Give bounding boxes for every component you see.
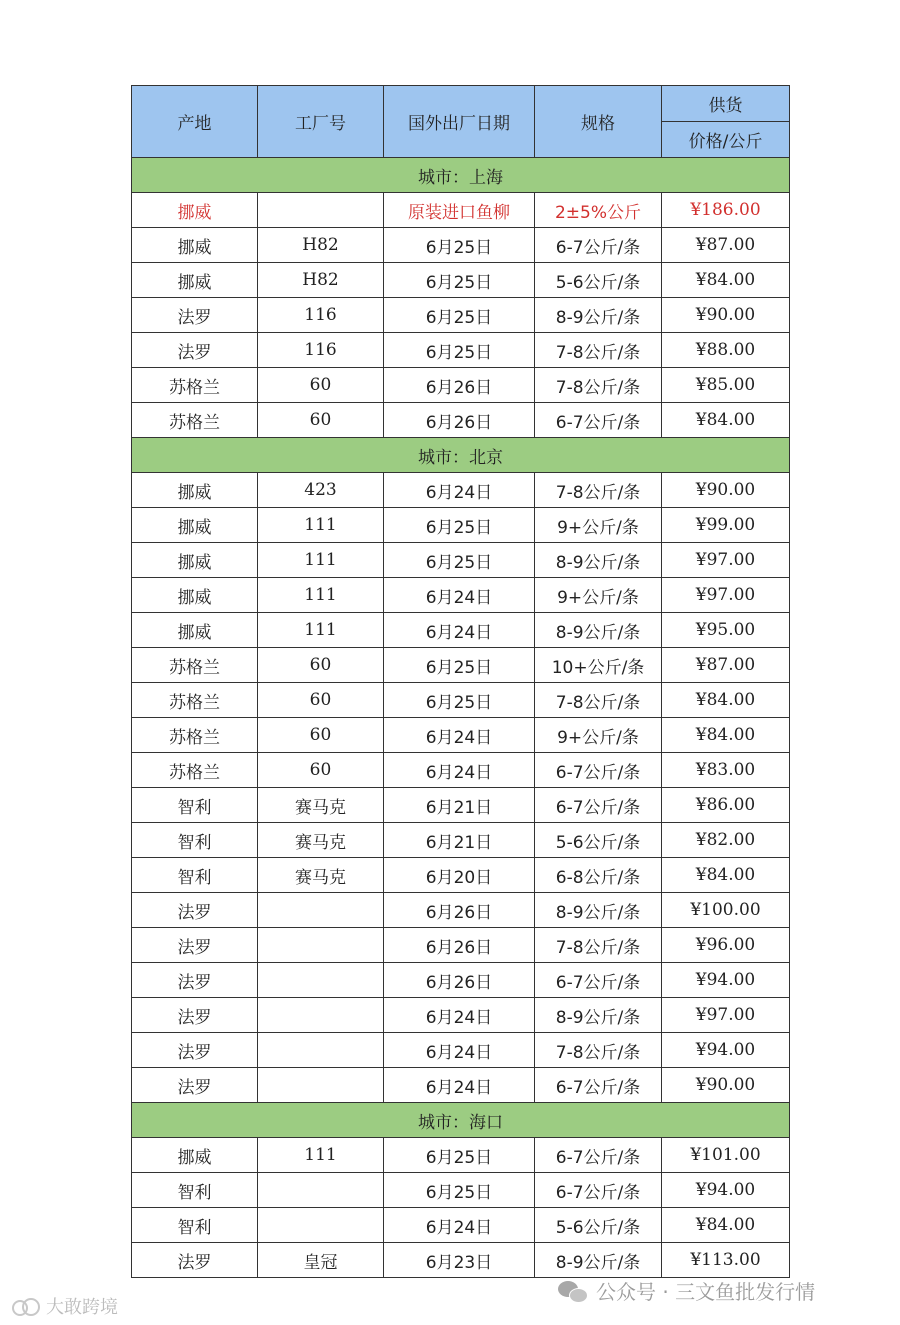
cell-spec: 6-8公斤/条 — [535, 858, 662, 893]
cell-price: ¥82.00 — [662, 823, 790, 858]
cell-date: 6月25日 — [384, 683, 535, 718]
cell-factory: 116 — [258, 333, 384, 368]
cell-spec: 8-9公斤/条 — [535, 298, 662, 333]
cell-date: 6月24日 — [384, 1068, 535, 1103]
cell-price: ¥113.00 — [662, 1243, 790, 1278]
cell-origin: 挪威 — [132, 578, 258, 613]
table-row — [132, 263, 790, 298]
cell-origin: 智利 — [132, 788, 258, 823]
header-supply: 供货 — [662, 86, 790, 122]
cell-origin: 法罗 — [132, 928, 258, 963]
cell-spec: 7-8公斤/条 — [535, 1033, 662, 1068]
table-row — [132, 1068, 790, 1103]
cell-factory: 60 — [258, 683, 384, 718]
cell-price: ¥94.00 — [662, 963, 790, 998]
cell-price: ¥84.00 — [662, 403, 790, 438]
cell-price: ¥88.00 — [662, 333, 790, 368]
cell-factory: 60 — [258, 753, 384, 788]
cell-factory — [258, 1068, 384, 1103]
cell-date: 6月25日 — [384, 1138, 535, 1173]
cell-spec: 7-8公斤/条 — [535, 368, 662, 403]
city-label: 城市：海口 — [132, 1103, 790, 1138]
cell-origin: 法罗 — [132, 333, 258, 368]
cell-date: 6月24日 — [384, 998, 535, 1033]
cell-spec: 10+公斤/条 — [535, 648, 662, 683]
cell-date: 6月25日 — [384, 298, 535, 333]
watermark-left — [12, 1293, 118, 1319]
table-row — [132, 1173, 790, 1208]
cell-spec: 5-6公斤/条 — [535, 823, 662, 858]
cell-spec: 9+公斤/条 — [535, 718, 662, 753]
table-row — [132, 963, 790, 998]
cell-origin: 苏格兰 — [132, 368, 258, 403]
cell-date: 6月25日 — [384, 648, 535, 683]
table-row — [132, 1243, 790, 1278]
cell-date: 6月25日 — [384, 333, 535, 368]
cell-price: ¥90.00 — [662, 298, 790, 333]
cell-date: 6月26日 — [384, 928, 535, 963]
table-row — [132, 683, 790, 718]
city-label: 城市：北京 — [132, 438, 790, 473]
cell-price: ¥84.00 — [662, 683, 790, 718]
cell-spec: 8-9公斤/条 — [535, 613, 662, 648]
cell-date: 6月24日 — [384, 1033, 535, 1068]
table-row — [132, 1138, 790, 1173]
cell-factory: 116 — [258, 298, 384, 333]
cell-origin: 法罗 — [132, 1068, 258, 1103]
cell-date: 6月26日 — [384, 403, 535, 438]
header-factory: 工厂号 — [258, 86, 384, 158]
cell-factory: 赛马克 — [258, 823, 384, 858]
cell-factory: 60 — [258, 648, 384, 683]
table-body — [132, 158, 790, 1278]
cell-factory — [258, 1173, 384, 1208]
cell-date: 6月25日 — [384, 228, 535, 263]
table-row — [132, 1208, 790, 1243]
cell-date: 6月25日 — [384, 543, 535, 578]
cell-origin: 法罗 — [132, 1243, 258, 1278]
cell-price: ¥100.00 — [662, 893, 790, 928]
city-section-row — [132, 158, 790, 193]
cell-date: 6月20日 — [384, 858, 535, 893]
cell-price: ¥97.00 — [662, 543, 790, 578]
cell-price: ¥99.00 — [662, 508, 790, 543]
cell-origin: 苏格兰 — [132, 683, 258, 718]
cell-price: ¥95.00 — [662, 613, 790, 648]
cell-origin: 苏格兰 — [132, 403, 258, 438]
cell-origin: 智利 — [132, 858, 258, 893]
cell-origin: 挪威 — [132, 263, 258, 298]
cell-date: 6月24日 — [384, 473, 535, 508]
cell-factory: 111 — [258, 508, 384, 543]
cell-price: ¥90.00 — [662, 473, 790, 508]
watermark-right-text: 公众号 · 三文鱼批发行情 — [596, 1280, 816, 1304]
cell-date: 6月25日 — [384, 1173, 535, 1208]
cell-factory: 皇冠 — [258, 1243, 384, 1278]
cell-price: ¥84.00 — [662, 718, 790, 753]
table-row — [132, 508, 790, 543]
cell-spec: 7-8公斤/条 — [535, 928, 662, 963]
cell-date: 6月26日 — [384, 893, 535, 928]
cell-price: ¥83.00 — [662, 753, 790, 788]
cell-price: ¥96.00 — [662, 928, 790, 963]
cell-price: ¥87.00 — [662, 228, 790, 263]
cell-origin: 挪威 — [132, 613, 258, 648]
cell-origin: 挪威 — [132, 543, 258, 578]
table-row — [132, 333, 790, 368]
table-row — [132, 858, 790, 893]
cell-origin: 法罗 — [132, 998, 258, 1033]
cell-factory — [258, 893, 384, 928]
header-spec: 规格 — [535, 86, 662, 158]
cell-spec: 7-8公斤/条 — [535, 333, 662, 368]
cell-date: 6月21日 — [384, 788, 535, 823]
cell-price: ¥97.00 — [662, 998, 790, 1033]
cell-price: ¥84.00 — [662, 1208, 790, 1243]
cell-factory — [258, 928, 384, 963]
city-section-row — [132, 438, 790, 473]
table-row — [132, 823, 790, 858]
cell-origin: 挪威 — [132, 508, 258, 543]
brand-logo-icon — [12, 1297, 40, 1315]
cell-factory: H82 — [258, 228, 384, 263]
cell-origin: 法罗 — [132, 298, 258, 333]
cell-spec: 7-8公斤/条 — [535, 683, 662, 718]
cell-price: ¥87.00 — [662, 648, 790, 683]
cell-spec: 7-8公斤/条 — [535, 473, 662, 508]
cell-price: ¥85.00 — [662, 368, 790, 403]
cell-factory: 赛马克 — [258, 788, 384, 823]
cell-spec: 5-6公斤/条 — [535, 263, 662, 298]
table-row — [132, 403, 790, 438]
cell-spec: 6-7公斤/条 — [535, 788, 662, 823]
cell-spec: 2±5%公斤 — [535, 193, 662, 228]
wechat-icon — [558, 1279, 588, 1303]
city-label: 城市：上海 — [132, 158, 790, 193]
cell-factory: 111 — [258, 578, 384, 613]
cell-date: 6月21日 — [384, 823, 535, 858]
cell-spec: 5-6公斤/条 — [535, 1208, 662, 1243]
cell-date: 6月25日 — [384, 263, 535, 298]
cell-spec: 8-9公斤/条 — [535, 998, 662, 1033]
cell-spec: 9+公斤/条 — [535, 578, 662, 613]
cell-spec: 6-7公斤/条 — [535, 1068, 662, 1103]
cell-price: ¥94.00 — [662, 1173, 790, 1208]
cell-origin: 法罗 — [132, 893, 258, 928]
cell-spec: 8-9公斤/条 — [535, 1243, 662, 1278]
cell-price: ¥86.00 — [662, 788, 790, 823]
table-row — [132, 298, 790, 333]
cell-origin: 智利 — [132, 1208, 258, 1243]
watermark-right — [558, 1276, 815, 1305]
cell-spec: 6-7公斤/条 — [535, 1138, 662, 1173]
table-row — [132, 578, 790, 613]
cell-date: 6月24日 — [384, 613, 535, 648]
cell-spec: 6-7公斤/条 — [535, 963, 662, 998]
cell-origin: 苏格兰 — [132, 648, 258, 683]
watermark-left-text: 大敢跨境 — [46, 1297, 118, 1318]
table-row — [132, 228, 790, 263]
cell-origin: 挪威 — [132, 473, 258, 508]
cell-origin: 苏格兰 — [132, 718, 258, 753]
header-date: 国外出厂日期 — [384, 86, 535, 158]
cell-factory — [258, 193, 384, 228]
cell-price: ¥94.00 — [662, 1033, 790, 1068]
table-row — [132, 893, 790, 928]
table-row — [132, 473, 790, 508]
cell-price: ¥90.00 — [662, 1068, 790, 1103]
table-row — [132, 368, 790, 403]
cell-date: 6月25日 — [384, 508, 535, 543]
cell-price: ¥84.00 — [662, 858, 790, 893]
cell-spec: 8-9公斤/条 — [535, 893, 662, 928]
cell-date: 6月26日 — [384, 963, 535, 998]
table-row — [132, 998, 790, 1033]
city-section-row — [132, 1103, 790, 1138]
cell-spec: 6-7公斤/条 — [535, 403, 662, 438]
cell-price: ¥101.00 — [662, 1138, 790, 1173]
cell-spec: 6-7公斤/条 — [535, 1173, 662, 1208]
header-origin: 产地 — [132, 86, 258, 158]
cell-factory: 60 — [258, 403, 384, 438]
table-row — [132, 718, 790, 753]
cell-factory: H82 — [258, 263, 384, 298]
cell-factory: 赛马克 — [258, 858, 384, 893]
cell-spec: 6-7公斤/条 — [535, 228, 662, 263]
cell-date: 6月24日 — [384, 578, 535, 613]
cell-date: 6月26日 — [384, 368, 535, 403]
price-table — [131, 85, 790, 1278]
table-row — [132, 613, 790, 648]
table-row — [132, 648, 790, 683]
cell-origin: 智利 — [132, 823, 258, 858]
cell-factory — [258, 963, 384, 998]
cell-factory — [258, 1208, 384, 1243]
table-row — [132, 753, 790, 788]
cell-origin: 挪威 — [132, 228, 258, 263]
cell-factory: 60 — [258, 368, 384, 403]
cell-date: 6月24日 — [384, 1208, 535, 1243]
cell-spec: 8-9公斤/条 — [535, 543, 662, 578]
cell-origin: 法罗 — [132, 963, 258, 998]
cell-factory: 60 — [258, 718, 384, 753]
cell-spec: 9+公斤/条 — [535, 508, 662, 543]
cell-origin: 法罗 — [132, 1033, 258, 1068]
cell-price: ¥186.00 — [662, 193, 790, 228]
table-row — [132, 543, 790, 578]
cell-date: 6月24日 — [384, 753, 535, 788]
table-row — [132, 788, 790, 823]
cell-origin: 挪威 — [132, 1138, 258, 1173]
cell-factory: 111 — [258, 1138, 384, 1173]
table-row — [132, 193, 790, 228]
table-row — [132, 928, 790, 963]
cell-factory — [258, 998, 384, 1033]
cell-factory: 111 — [258, 543, 384, 578]
cell-origin: 苏格兰 — [132, 753, 258, 788]
cell-origin: 挪威 — [132, 193, 258, 228]
table-row — [132, 1033, 790, 1068]
cell-price: ¥97.00 — [662, 578, 790, 613]
cell-date: 6月24日 — [384, 718, 535, 753]
cell-factory: 111 — [258, 613, 384, 648]
header-price: 价格/公斤 — [662, 122, 790, 158]
cell-date: 6月23日 — [384, 1243, 535, 1278]
cell-spec: 6-7公斤/条 — [535, 753, 662, 788]
cell-origin: 智利 — [132, 1173, 258, 1208]
cell-factory — [258, 1033, 384, 1068]
cell-date: 原装进口鱼柳 — [384, 193, 535, 228]
cell-factory: 423 — [258, 473, 384, 508]
cell-price: ¥84.00 — [662, 263, 790, 298]
